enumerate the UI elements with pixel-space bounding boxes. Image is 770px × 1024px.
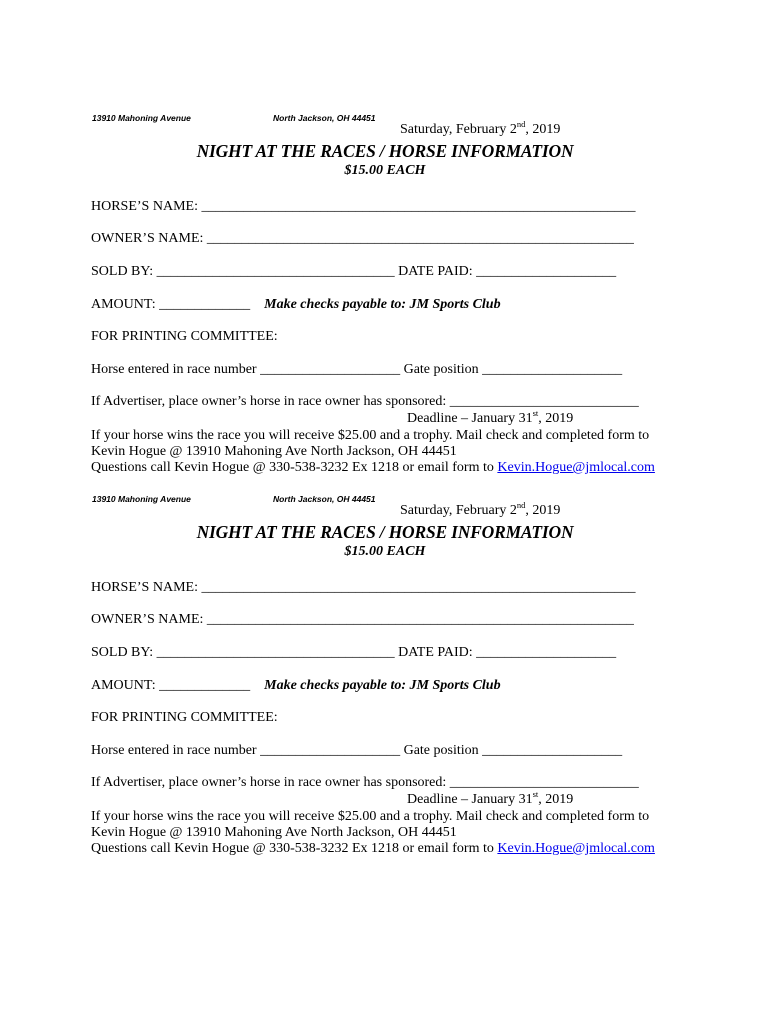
- event-date-main: Saturday, February 2: [400, 503, 517, 518]
- advertiser-field: If Advertiser, place owner’s horse in race owner has sponsored: ___________________________: [91, 394, 639, 409]
- horse-name-field: HORSE’S NAME: ______________________________________________________________: [91, 580, 636, 595]
- event-date-suffix: nd: [516, 119, 526, 129]
- deadline-main: Deadline – January 31: [407, 411, 533, 426]
- deadline-year: , 2019: [538, 792, 574, 807]
- form-title: NIGHT AT THE RACES / HORSE INFORMATION: [196, 522, 574, 542]
- prize-info: If your horse wins the race you will receive $25.00 and a trophy. Mail check and completed form to: [91, 428, 650, 443]
- horse-form-2: [0, 491, 770, 871]
- event-date-year: , 2019: [525, 503, 561, 518]
- event-date: [400, 119, 561, 138]
- deadline-suffix: st: [532, 408, 539, 418]
- price-label: $15.00 EACH: [344, 544, 426, 559]
- event-date: [400, 500, 561, 519]
- amount-row: [91, 297, 501, 313]
- printing-committee-heading: FOR PRINTING COMMITTEE:: [91, 329, 278, 344]
- email-link[interactable]: Kevin.Hogue@jmlocal.com: [497, 841, 655, 856]
- owner-name-field: OWNER’S NAME: _____________________________________________________________: [91, 231, 634, 246]
- mail-address: Kevin Hogue @ 13910 Mahoning Ave North Jackson, OH 44451: [91, 444, 457, 459]
- deadline-main: Deadline – January 31: [407, 792, 533, 807]
- mail-address: Kevin Hogue @ 13910 Mahoning Ave North Jackson, OH 44451: [91, 825, 457, 840]
- amount-field: AMOUNT: _____________: [91, 297, 251, 312]
- amount-row: [91, 678, 501, 694]
- printing-committee-heading: FOR PRINTING COMMITTEE:: [91, 710, 278, 725]
- race-number-gate-field: Horse entered in race number ____________________ Gate position ____________________: [91, 362, 623, 377]
- prize-info: If your horse wins the race you will receive $25.00 and a trophy. Mail check and completed form to: [91, 809, 650, 824]
- sold-by-date-paid-field: SOLD BY: __________________________________ DATE PAID: ____________________: [91, 645, 617, 660]
- price-label: $15.00 EACH: [344, 163, 426, 178]
- owner-name-field: OWNER’S NAME: _____________________________________________________________: [91, 612, 634, 627]
- deadline: [407, 408, 574, 427]
- email-link[interactable]: Kevin.Hogue@jmlocal.com: [497, 460, 655, 475]
- contact-text: Questions call Kevin Hogue @ 330-538-3232 Ex 1218 or email form to: [91, 841, 498, 856]
- event-date-main: Saturday, February 2: [400, 122, 517, 137]
- event-date-suffix: nd: [516, 500, 526, 510]
- address-street: 13910 Mahoning Avenue: [92, 113, 191, 123]
- contact-info: [91, 460, 655, 476]
- address-street: 13910 Mahoning Avenue: [92, 494, 191, 504]
- deadline-year: , 2019: [538, 411, 574, 426]
- contact-text: Questions call Kevin Hogue @ 330-538-3232 Ex 1218 or email form to: [91, 460, 498, 475]
- amount-field: AMOUNT: _____________: [91, 678, 251, 693]
- advertiser-field: If Advertiser, place owner’s horse in race owner has sponsored: ___________________________: [91, 775, 639, 790]
- sold-by-date-paid-field: SOLD BY: __________________________________ DATE PAID: ____________________: [91, 264, 617, 279]
- checks-payable-note: Make checks payable to: JM Sports Club: [264, 678, 501, 693]
- address-city: North Jackson, OH 44451: [273, 113, 376, 123]
- deadline: [407, 789, 574, 808]
- race-number-gate-field: Horse entered in race number ____________________ Gate position ____________________: [91, 743, 623, 758]
- contact-info: [91, 841, 655, 857]
- horse-name-field: HORSE’S NAME: ______________________________________________________________: [91, 199, 636, 214]
- form-title: NIGHT AT THE RACES / HORSE INFORMATION: [196, 141, 574, 161]
- event-date-year: , 2019: [525, 122, 561, 137]
- address-city: North Jackson, OH 44451: [273, 494, 376, 504]
- checks-payable-note: Make checks payable to: JM Sports Club: [264, 297, 501, 312]
- horse-form-1: [0, 110, 770, 490]
- deadline-suffix: st: [532, 789, 539, 799]
